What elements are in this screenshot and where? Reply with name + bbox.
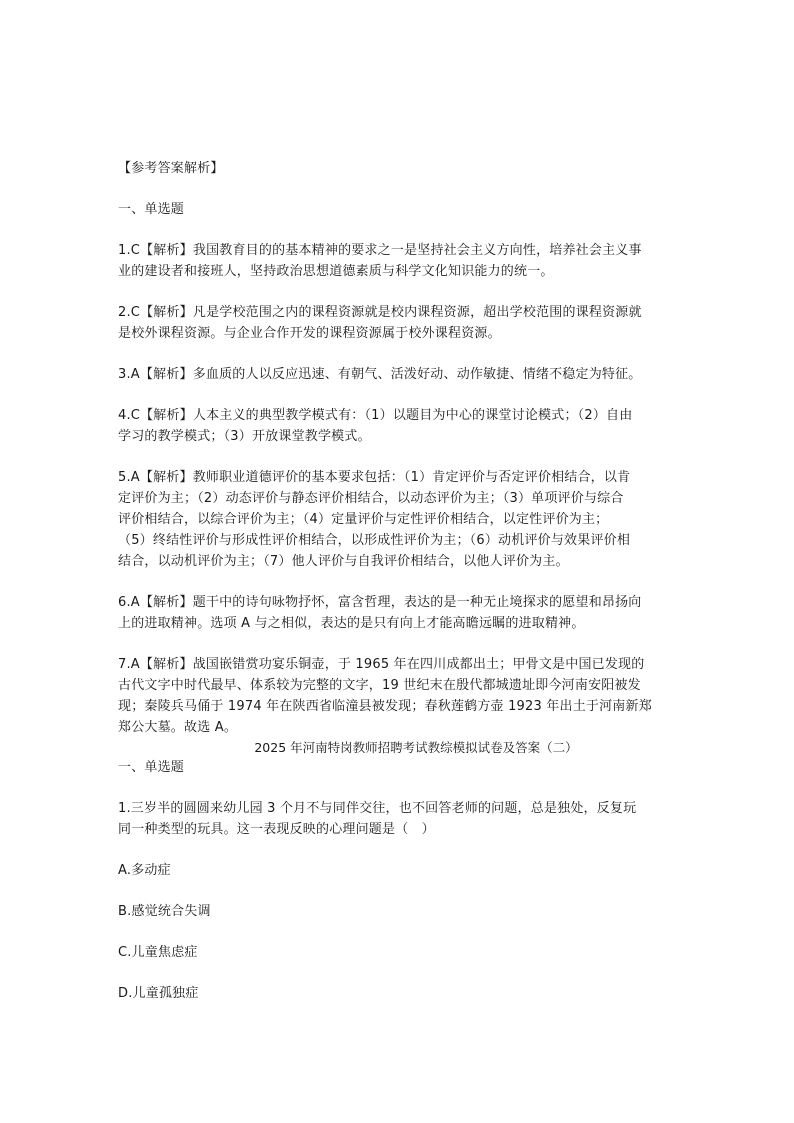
answer-line: 4.C【解析】人本主义的典型教学模式有：（1）以题目为中心的课堂讨论模式；（2）自由 [118,408,633,423]
answer-3 [118,364,674,385]
answer-line: 5.A【解析】教师职业道德评价的基本要求包括：（1）肯定评价与否定评价相结合，以肯 [118,470,631,485]
option-b: B.感觉统合失调 [118,904,211,919]
answer-7 [118,654,674,738]
document-page [118,158,674,1004]
answer-line: 6.A【解析】题干中的诗句咏物抒怀，富含哲理，表达的是一种无止境探求的愿望和昂扬向 [118,595,642,610]
answer-line: 是校外课程资源。与企业合作开发的课程资源属于校外课程资源。 [118,326,501,341]
question-1 [118,798,674,840]
answer-line: 上的进取精神。选项 A 与之相似，表达的是只有向上才能高瞻远瞩的进取精神。 [118,616,585,631]
answer-line: 现；秦陵兵马俑于 1974 年在陕西省临潼县被发现；春秋莲鹤方壶 1923 年出土于河南新郑 [118,699,652,714]
section-title-single-choice-2: 一、单选题 [118,760,185,775]
section-title-single-choice: 一、单选题 [118,202,185,217]
answer-line: 2.C【解析】凡是学校范围之内的课程资源就是校内课程资源，超出学校范围的课程资源就 [118,305,642,320]
exam-title: 2025 年河南特岗教师招聘考试教综模拟试卷及答案（二） [254,740,578,755]
answer-line: 定评价为主；（2）动态评价与静态评价相结合，以动态评价为主；（3）单项评价与综合 [118,491,624,506]
question-line: 1.三岁半的圆圆来幼儿园 3 个月不与同伴交往，也不回答老师的问题，总是独处，反复玩 [118,801,637,816]
answer-1 [118,240,674,282]
answer-5 [118,467,674,572]
option-d: D.儿童孤独症 [118,986,199,1001]
answer-2 [118,302,674,344]
answer-line: 评价相结合，以综合评价为主；（4）定量评价与定性评价相结合，以定性评价为主； [118,512,609,527]
answer-line: 结合，以动机评价为主；（7）他人评价与自我评价相结合，以他人评价为主。 [118,554,569,569]
option-c: C.儿童焦虑症 [118,945,198,960]
answer-4 [118,405,674,447]
option-a: A.多动症 [118,863,171,878]
answer-line: （5）终结性评价与形成性评价相结合，以形成性评价为主；（6）动机评价与效果评价相 [118,533,631,548]
answer-line: 郑公大墓。故选 A。 [118,720,238,735]
question-line: 同一种类型的玩具。这一表现反映的心理问题是（ ） [118,822,435,837]
answer-line: 3.A【解析】多血质的人以反应迅速、有朝气、活泼好动、动作敏捷、情绪不稳定为特征。 [118,367,642,382]
answer-line: 7.A【解析】战国嵌错赏功宴乐铜壶，于 1965 年在四川成都出土；甲骨文是中国已发现的 [118,657,645,672]
answer-key-heading: 【参考答案解析】 [118,161,224,176]
answer-line: 古代文字中时代最早、体系较为完整的文字，19 世纪末在殷代都城遗址即今河南安阳被发 [118,678,641,693]
answer-line: 学习的教学模式；（3）开放课堂教学模式。 [118,429,371,444]
answer-6 [118,592,674,634]
answer-line: 业的建设者和接班人，坚持政治思想道德素质与科学文化知识能力的统一。 [118,264,554,279]
answer-line: 1.C【解析】我国教育目的的基本精神的要求之一是坚持社会主义方向性，培养社会主义事 [118,243,642,258]
